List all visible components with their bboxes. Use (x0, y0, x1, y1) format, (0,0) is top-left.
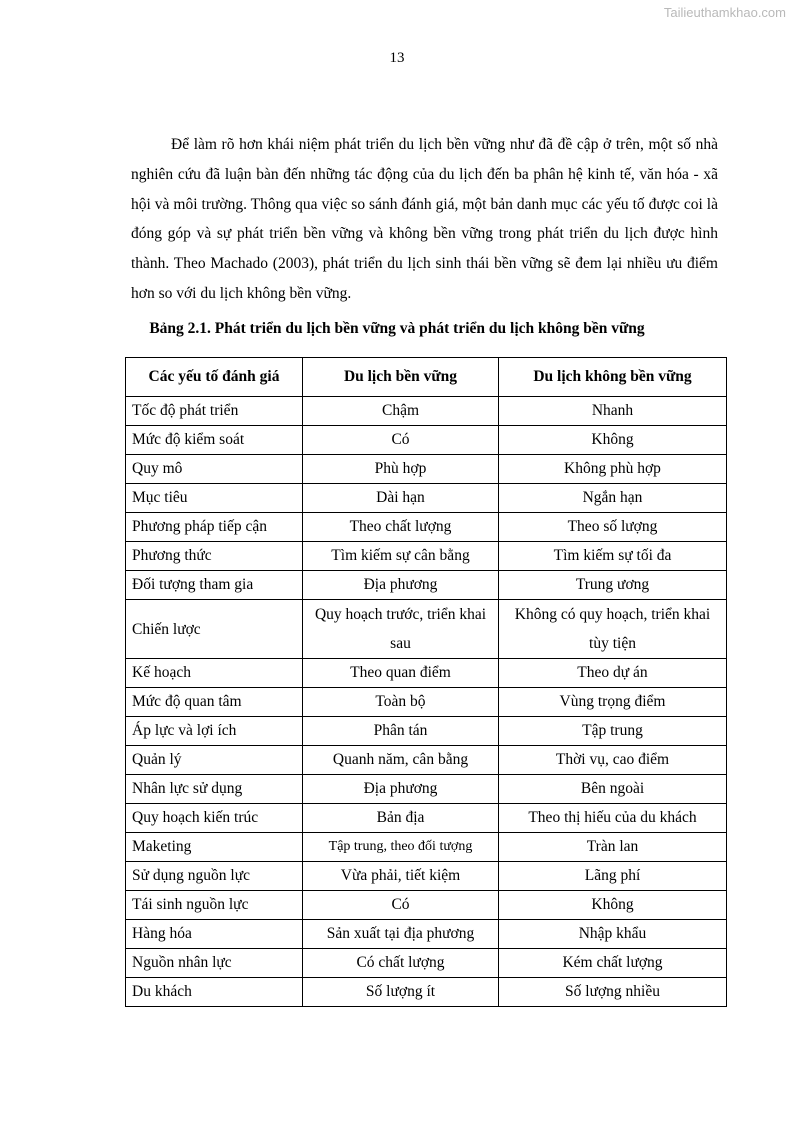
criteria-cell: Đối tượng tham gia (126, 571, 303, 600)
criteria-cell: Sử dụng nguồn lực (126, 862, 303, 891)
unsustainable-cell: Bên ngoài (499, 775, 727, 804)
criteria-cell: Tái sinh nguồn lực (126, 891, 303, 920)
unsustainable-cell: Lãng phí (499, 862, 727, 891)
criteria-cell: Quy hoạch kiến trúc (126, 804, 303, 833)
table-row (126, 978, 727, 1007)
table-caption: Bảng 2.1. Phát triển du lịch bền vững và phát triển du lịch không bền vững (149, 320, 645, 337)
table-row (126, 717, 727, 746)
page-number: 13 (389, 50, 405, 66)
body-paragraph: Để làm rõ hơn khái niệm phát triển du lịch bền vững như đã đề cập ở trên, một số nhà nghiên cứu đã luận bàn đến những tác động của du lịch đến ba phân hệ kinh tế, văn hóa - xã hội và môi trường. Thông qua việc so sánh đánh giá, một bản danh mục các yếu tố được coi là đóng góp và sự phát triển bền vững và không bền vững trong phát triển du lịch được hình thành. Theo Machado (2003), phát triển du lịch sinh thái bền vững sẽ đem lại nhiều ưu điểm hơn so với du lịch không bền vững. (131, 136, 718, 302)
sustainable-cell: Theo chất lượng (303, 513, 499, 542)
criteria-cell: Áp lực và lợi ích (126, 717, 303, 746)
unsustainable-cell: Nhanh (499, 397, 727, 426)
criteria-cell: Tốc độ phát triển (126, 397, 303, 426)
unsustainable-cell: Tập trung (499, 717, 727, 746)
table-row (126, 397, 727, 426)
criteria-cell: Quản lý (126, 746, 303, 775)
sustainable-cell: Bản địa (303, 804, 499, 833)
sustainable-cell: Có chất lượng (303, 949, 499, 978)
table-row (126, 920, 727, 949)
unsustainable-cell: Theo số lượng (499, 513, 727, 542)
sustainable-cell: Có (303, 426, 499, 455)
unsustainable-cell: Không (499, 891, 727, 920)
sustainable-cell: Địa phương (303, 571, 499, 600)
unsustainable-cell: Theo dự án (499, 659, 727, 688)
table-row (126, 746, 727, 775)
criteria-cell: Mức độ quan tâm (126, 688, 303, 717)
table-row (126, 775, 727, 804)
sustainable-cell: Phù hợp (303, 455, 499, 484)
watermark: Tailieuthamkhao.com (663, 5, 786, 20)
sustainable-cell: Tập trung, theo đối tượng (303, 833, 499, 862)
sustainable-cell: Tìm kiếm sự cân bằng (303, 542, 499, 571)
table-row (126, 949, 727, 978)
criteria-cell: Nguồn nhân lực (126, 949, 303, 978)
unsustainable-cell: Trung ương (499, 571, 727, 600)
sustainable-cell: Có (303, 891, 499, 920)
unsustainable-cell: Ngắn hạn (499, 484, 727, 513)
unsustainable-cell: Không có quy hoạch, triển khai tùy tiện (499, 600, 727, 659)
header-unsustainable: Du lịch không bền vững (499, 358, 727, 397)
header-criteria: Các yếu tố đánh giá (126, 358, 303, 397)
table-row (126, 862, 727, 891)
table-row (126, 600, 727, 659)
unsustainable-cell: Số lượng nhiều (499, 978, 727, 1007)
criteria-cell: Chiến lược (126, 600, 303, 659)
criteria-cell: Hàng hóa (126, 920, 303, 949)
sustainable-cell: Sản xuất tại địa phương (303, 920, 499, 949)
header-sustainable: Du lịch bền vững (303, 358, 499, 397)
sustainable-cell: Phân tán (303, 717, 499, 746)
unsustainable-cell: Không (499, 426, 727, 455)
criteria-cell: Du khách (126, 978, 303, 1007)
unsustainable-cell: Tràn lan (499, 833, 727, 862)
unsustainable-cell: Không phù hợp (499, 455, 727, 484)
sustainable-cell: Dài hạn (303, 484, 499, 513)
table-row (126, 571, 727, 600)
criteria-cell: Mục tiêu (126, 484, 303, 513)
table-row (126, 513, 727, 542)
sustainable-cell: Toàn bộ (303, 688, 499, 717)
comparison-table (125, 357, 727, 1007)
table-row (126, 659, 727, 688)
unsustainable-cell: Tìm kiếm sự tối đa (499, 542, 727, 571)
sustainable-cell: Chậm (303, 397, 499, 426)
criteria-cell: Nhân lực sử dụng (126, 775, 303, 804)
table-row (126, 455, 727, 484)
sustainable-cell: Quy hoạch trước, triển khai sau (303, 600, 499, 659)
table-row (126, 484, 727, 513)
criteria-cell: Quy mô (126, 455, 303, 484)
sustainable-cell: Theo quan điểm (303, 659, 499, 688)
unsustainable-cell: Thời vụ, cao điểm (499, 746, 727, 775)
unsustainable-cell: Theo thị hiếu của du khách (499, 804, 727, 833)
sustainable-cell: Quanh năm, cân bằng (303, 746, 499, 775)
criteria-cell: Phương pháp tiếp cận (126, 513, 303, 542)
sustainable-cell: Số lượng ít (303, 978, 499, 1007)
criteria-cell: Maketing (126, 833, 303, 862)
table-row (126, 833, 727, 862)
table-row (126, 804, 727, 833)
table-row (126, 542, 727, 571)
unsustainable-cell: Vùng trọng điểm (499, 688, 727, 717)
criteria-cell: Mức độ kiểm soát (126, 426, 303, 455)
table-row (126, 891, 727, 920)
table-row (126, 688, 727, 717)
sustainable-cell: Địa phương (303, 775, 499, 804)
unsustainable-cell: Kém chất lượng (499, 949, 727, 978)
criteria-cell: Kế hoạch (126, 659, 303, 688)
table-header-row (126, 358, 727, 397)
sustainable-cell: Vừa phải, tiết kiệm (303, 862, 499, 891)
unsustainable-cell: Nhập khẩu (499, 920, 727, 949)
criteria-cell: Phương thức (126, 542, 303, 571)
table-row (126, 426, 727, 455)
